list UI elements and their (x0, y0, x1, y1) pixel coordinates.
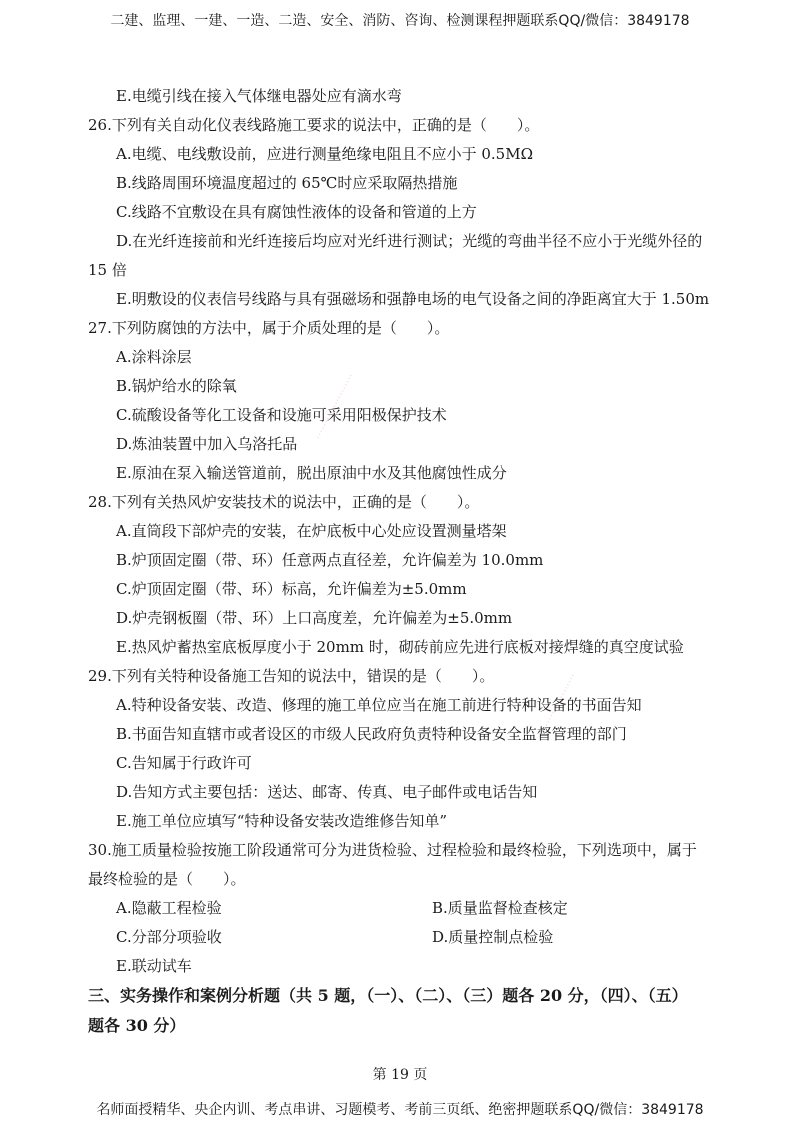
option-a: A.隐蔽工程检验 (116, 899, 222, 917)
option-line: A.涂料涂层 (116, 348, 192, 366)
question-28: 28.下列有关热风炉安装技术的说法中，正确的是（ ）。 (88, 493, 480, 511)
option-line: E.热风炉蓄热室底板厚度小于 20mm 时，砌砖前应先进行底板对接焊缝的真空度试验 (116, 638, 684, 656)
option-continuation: 15 倍 (88, 261, 127, 279)
option-line: D.炼油装置中加入乌洛托品 (116, 435, 298, 453)
page-header: 二建、监理、一建、一造、二造、安全、消防、咨询、检测课程押题联系QQ/微信：3849178 (110, 13, 690, 29)
option-e: E.联动试车 (116, 957, 192, 975)
option-line: B.炉顶固定圈（带、环）任意两点直径差，允许偏差为 10.0mm (116, 551, 544, 569)
option-line: A.电缆、电线敷设前，应进行测量绝缘电阻且不应小于 0.5MΩ (116, 145, 534, 163)
question-30: 30.施工质量检验按施工阶段通常可分为进货检验、过程检验和最终检验，下列选项中，属于 (88, 841, 697, 859)
option-line: E.原油在泵入输送管道前，脱出原油中水及其他腐蚀性成分 (116, 464, 507, 482)
option-b: B.质量监督检查核定 (432, 899, 568, 917)
question-29: 29.下列有关特种设备施工告知的说法中，错误的是（ ）。 (88, 667, 495, 685)
option-d: D.质量控制点检验 (432, 928, 554, 946)
option-line: A.特种设备安装、改造、修理的施工单位应当在施工前进行特种设备的书面告知 (116, 696, 642, 714)
page-footer: 名师面授精华、央企内训、考点串讲、习题模考、考前三页纸、绝密押题联系QQ/微信：3849178 (96, 1102, 704, 1118)
watermark: ····················· (311, 371, 358, 442)
page-number: 第 19 页 (372, 1067, 428, 1083)
watermark: ····················· (533, 671, 580, 742)
option-line: D.在光纤连接前和光纤连接后均应对光纤进行测试；光缆的弯曲半径不应小于光缆外径的 (116, 232, 703, 250)
option-line: E.明敷设的仪表信号线路与具有强磁场和强静电场的电气设备之间的净距离宜大于 1.50m (116, 290, 710, 308)
option-line: C.线路不宜敷设在具有腐蚀性液体的设备和管道的上方 (116, 203, 477, 221)
option-line: D.炉壳钢板圈（带、环）上口高度差，允许偏差为±5.0mm (116, 609, 513, 627)
option-line: C.硫酸设备等化工设备和设施可采用阳极保护技术 (116, 406, 447, 424)
option-line: E.施工单位应填写“特种设备安装改造维修告知单” (116, 812, 448, 830)
option-line: B.线路周围环境温度超过的 65℃时应采取隔热措施 (116, 174, 458, 192)
question-26: 26.下列有关自动化仪表线路施工要求的说法中，正确的是（ ）。 (88, 116, 540, 134)
option-line: B.锅炉给水的除氧 (116, 377, 237, 395)
option-row (88, 923, 740, 952)
option-c: C.分部分项验收 (116, 928, 222, 946)
option-line: B.书面告知直辖市或者设区的市级人民政府负责特种设备安全监督管理的部门 (116, 725, 627, 743)
option-line: E.电缆引线在接入气体继电器处应有滴水弯 (116, 87, 402, 105)
question-continuation: 最终检验的是（ ）。 (88, 870, 246, 888)
option-row (88, 894, 740, 923)
question-content (88, 82, 740, 1041)
section-heading-continuation: 题各 30 分） (88, 1016, 186, 1035)
section-heading: 三、实务操作和案例分析题（共 5 题，（一）、（二）、（三）题各 20 分，（四）、（五） (88, 986, 688, 1005)
option-line: C.告知属于行政许可 (116, 754, 252, 772)
option-line: D.告知方式主要包括：送达、邮寄、传真、电子邮件或电话告知 (116, 783, 538, 801)
question-27: 27.下列防腐蚀的方法中，属于介质处理的是（ ）。 (88, 319, 450, 337)
option-line: A.直筒段下部炉壳的安装，在炉底板中心处应设置测量塔架 (116, 522, 507, 540)
option-line: C.炉顶固定圈（带、环）标高，允许偏差为±5.0mm (116, 580, 467, 598)
